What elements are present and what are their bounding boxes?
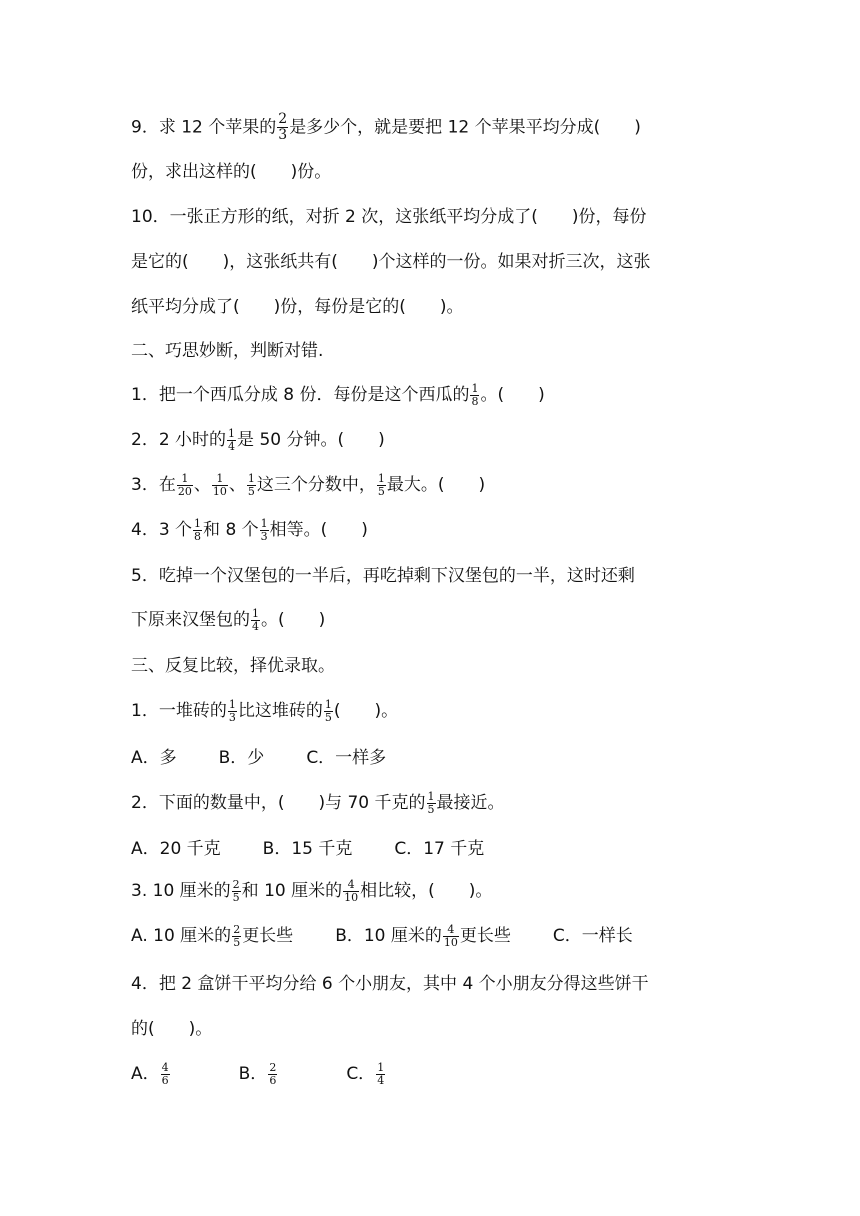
c3-fraction-2: $\frac{4}{10}$ (344, 877, 359, 904)
c3-option-b-text: B．10 厘米的 (335, 926, 442, 946)
choice-4-options (131, 1061, 732, 1087)
c2-text-b: 最接近。 (436, 793, 505, 813)
j2-fraction: $\frac{1}{4}$ (228, 426, 236, 453)
c1-text-b: 比这堆砖的 (237, 701, 323, 721)
c3-option-b-suffix: 更长些 (459, 926, 511, 946)
j5-fraction: $\frac{1}{4}$ (252, 606, 259, 633)
choice-item-3 (131, 878, 732, 904)
c3-option-a-suffix: 更长些 (242, 926, 294, 946)
c2-option-a: A．20 千克 (131, 839, 221, 859)
j4-text-a: 4．3 个 (131, 520, 193, 540)
judge-item-2 (131, 427, 732, 453)
choice-item-4-line-1: 4．把 2 盒饼干平均分给 6 个小朋友，其中 4 个小朋友分得这些饼干 (131, 974, 649, 994)
c3-option-c: C．一样长 (552, 926, 633, 946)
j2-text-a: 2．2 小时的 (131, 430, 227, 450)
c1-text-a: 1．一堆砖的 (131, 701, 227, 721)
choice-2-options (131, 836, 732, 862)
j3-fraction-4: $\frac{1}{5}$ (377, 471, 385, 498)
j3-fraction-2: $\frac{1}{10}$ (212, 471, 227, 498)
j4-fraction-2: $\frac{1}{3}$ (260, 516, 268, 543)
c3-option-b-fraction: $\frac{4}{10}$ (443, 922, 458, 949)
choice-item-2 (131, 790, 732, 816)
j3-text-a: 3．在 (131, 475, 176, 495)
j3-sep-1: 、 (193, 475, 211, 495)
q10-line-2: 是它的( )，这张纸共有( )个这样的一份。如果对折三次，这张 (131, 252, 651, 272)
c2-option-c: C．17 千克 (394, 839, 485, 859)
section-2-title: 二、巧思妙断，判断对错. (131, 341, 324, 361)
j3-fraction-3: $\frac{1}{5}$ (247, 471, 255, 498)
q9-text-b: 是多少个，就是要把 12 个苹果平均分成( ) (289, 117, 641, 138)
choice-item-1 (131, 698, 732, 724)
choice-3-options (131, 923, 732, 949)
q9-line-1 (131, 112, 732, 143)
j1-text-a: 1．把一个西瓜分成 8 份．每份是这个西瓜的 (131, 385, 470, 405)
judge-item-3 (131, 472, 732, 498)
choice-1-options (131, 745, 732, 771)
j3-sep-2: 、 (228, 475, 246, 495)
judge-item-5-line-1: 5．吃掉一个汉堡包的一半后，再吃掉剩下汉堡包的一半，这时还剩 (131, 566, 635, 586)
c1-text-c: ( )。 (333, 701, 399, 721)
j2-text-b: 是 50 分钟。( ) (237, 430, 385, 450)
j5-text-b: 。( ) (261, 610, 326, 630)
c1-option-c: C．一样多 (306, 748, 387, 768)
c2-text-a: 2．下面的数量中，( )与 70 千克的 (131, 793, 426, 813)
q10-line-3: 纸平均分成了( )份，每份是它的( )。 (131, 297, 464, 317)
judge-item-5-line-2 (131, 607, 732, 633)
c3-option-a-text: A. 10 厘米的 (131, 926, 232, 946)
c3-text-b: 和 10 厘米的 (241, 881, 343, 901)
q10-line-1: 10．一张正方形的纸，对折 2 次，这张纸平均分成了( )份，每份 (131, 207, 647, 227)
j4-fraction-1: $\frac{1}{8}$ (194, 516, 202, 543)
c4-option-b-label: B． (238, 1064, 268, 1084)
q9-line-2: 份，求出这样的( )份。 (131, 162, 332, 182)
c4-option-b-fraction: $\frac{2}{6}$ (269, 1060, 277, 1087)
c4-option-a-label: A． (131, 1064, 160, 1084)
c4-option-a-fraction: $\frac{4}{6}$ (161, 1060, 169, 1087)
j1-text-b: 。( ) (480, 385, 545, 405)
c3-text-c: 相比较，( )。 (360, 881, 493, 901)
c3-option-a-fraction: $\frac{2}{5}$ (233, 922, 241, 949)
c3-fraction-1: $\frac{2}{5}$ (232, 877, 240, 904)
judge-item-1 (131, 382, 732, 408)
c3-text-a: 3. 10 厘米的 (131, 881, 231, 901)
c1-fraction-2: $\frac{1}{5}$ (324, 697, 332, 724)
section-3-title: 三、反复比较，择优录取。 (131, 656, 335, 676)
j5-text-a: 下原来汉堡包的 (131, 610, 250, 630)
j4-text-b: 和 8 个 (203, 520, 259, 540)
j3-text-c: 最大。( ) (386, 475, 486, 495)
c2-fraction: $\frac{1}{5}$ (427, 789, 435, 816)
c1-option-b: B．少 (218, 748, 265, 768)
c4-option-c-label: C． (346, 1064, 376, 1084)
c4-option-c-fraction: $\frac{1}{4}$ (377, 1060, 385, 1087)
choice-item-4-line-2: 的( )。 (131, 1019, 213, 1039)
j3-fraction-1: $\frac{1}{20}$ (177, 471, 192, 498)
c2-option-b: B．15 千克 (262, 839, 353, 859)
q9-fraction: $\frac{2}{3}$ (278, 111, 288, 143)
c1-fraction-1: $\frac{1}{3}$ (228, 697, 236, 724)
c1-option-a: A．多 (131, 748, 177, 768)
j3-text-b: 这三个分数中， (256, 475, 376, 495)
judge-item-4 (131, 517, 732, 543)
j4-text-c: 相等。( ) (269, 520, 368, 540)
q9-text-a: 9．求 12 个苹果的 (131, 117, 277, 138)
j1-fraction: $\frac{1}{8}$ (471, 381, 479, 408)
